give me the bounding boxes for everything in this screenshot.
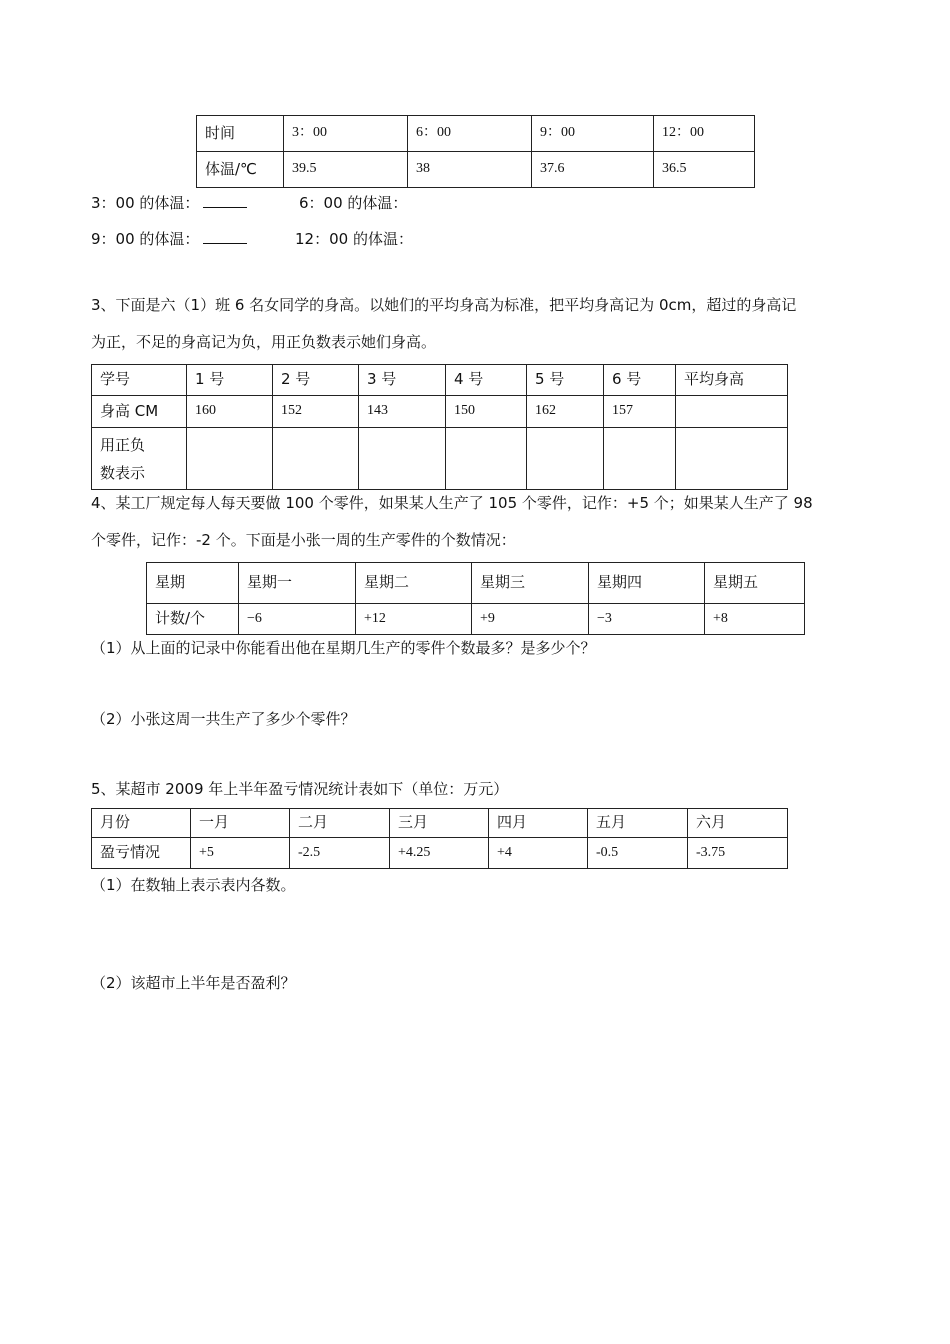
table-cell: 160 xyxy=(187,396,273,428)
question-5-sub-1: （1）在数轴上表示表内各数。 xyxy=(91,876,296,894)
fill-label: 12：00 的体温： xyxy=(295,230,413,248)
label-line: 用正负 xyxy=(100,435,146,454)
table-header-cell: 月份 xyxy=(92,809,191,838)
fill-blank-12 xyxy=(295,228,413,249)
table-header-cell: 平均身高 xyxy=(676,365,788,396)
table-cell: -3.75 xyxy=(688,838,788,869)
table-cell: +8 xyxy=(705,604,805,635)
table-cell: +12 xyxy=(356,604,472,635)
table-cell: +5 xyxy=(191,838,290,869)
table-header-cell: 二月 xyxy=(290,809,390,838)
question-line: 3、下面是六（1）班 6 名女同学的身高。以她们的平均身高为标准，把平均身高记为 0cm，超过的身高记 xyxy=(91,296,797,314)
production-table xyxy=(146,562,805,635)
table-header-cell: 四月 xyxy=(489,809,588,838)
table-cell: +4.25 xyxy=(390,838,489,869)
table-cell: 143 xyxy=(359,396,446,428)
table-header-cell: 1 号 xyxy=(187,365,273,396)
answer-blank[interactable] xyxy=(203,195,247,208)
table-cell: -2.5 xyxy=(290,838,390,869)
table-row-label xyxy=(92,428,187,490)
table-header-cell: 2 号 xyxy=(273,365,359,396)
table-row-label: 计数/个 xyxy=(147,604,239,635)
table-header-cell: 星期一 xyxy=(239,563,356,604)
table-header-cell: 12：00 xyxy=(654,116,755,152)
table-header-cell: 星期三 xyxy=(472,563,589,604)
table-header-cell: 9：00 xyxy=(532,116,654,152)
table-cell[interactable] xyxy=(676,396,788,428)
table-header-cell: 3 号 xyxy=(359,365,446,396)
table-header-cell: 一月 xyxy=(191,809,290,838)
table-cell: 38 xyxy=(408,152,532,188)
table-cell: −3 xyxy=(589,604,705,635)
question-5-sub-2: （2）该超市上半年是否盈利？ xyxy=(91,974,296,992)
table-cell: +9 xyxy=(472,604,589,635)
answer-cell[interactable] xyxy=(604,428,676,490)
answer-cell[interactable] xyxy=(359,428,446,490)
table-row-label: 身高 CM xyxy=(92,396,187,428)
question-4-text xyxy=(91,485,861,559)
table-header-cell: 五月 xyxy=(588,809,688,838)
table-cell: 150 xyxy=(446,396,527,428)
table-cell: 152 xyxy=(273,396,359,428)
fill-label: 3：00 的体温： xyxy=(91,194,200,212)
answer-cell[interactable] xyxy=(187,428,273,490)
table-header-cell: 星期二 xyxy=(356,563,472,604)
answer-cell[interactable] xyxy=(446,428,527,490)
table-header-cell: 6：00 xyxy=(408,116,532,152)
table-header-cell: 六月 xyxy=(688,809,788,838)
fill-label: 6：00 的体温： xyxy=(299,194,408,212)
table-header-cell: 星期四 xyxy=(589,563,705,604)
table-cell: 162 xyxy=(527,396,604,428)
question-line: 为正，不足的身高记为负，用正负数表示她们身高。 xyxy=(91,333,437,351)
temperature-table xyxy=(196,115,755,188)
table-header-cell: 5 号 xyxy=(527,365,604,396)
question-4-sub-1: （1）从上面的记录中你能看出他在星期几生产的零件个数最多？是多少个？ xyxy=(91,639,596,657)
table-cell: 157 xyxy=(604,396,676,428)
question-4-sub-2: （2）小张这周一共生产了多少个零件？ xyxy=(91,710,356,728)
table-header-cell: 6 号 xyxy=(604,365,676,396)
table-header-cell: 星期五 xyxy=(705,563,805,604)
table-header-cell: 3：00 xyxy=(284,116,408,152)
fill-blank-9 xyxy=(91,228,247,249)
question-5-text: 5、某超市 2009 年上半年盈亏情况统计表如下（单位：万元） xyxy=(91,780,509,798)
question-line: 4、某工厂规定每人每天要做 100 个零件，如果某人生产了 105 个零件，记作：+5 个；如果某人生产了 98 xyxy=(91,494,813,512)
answer-blank[interactable] xyxy=(203,231,247,244)
label-line: 数表示 xyxy=(100,463,146,482)
table-cell: −6 xyxy=(239,604,356,635)
question-3-text xyxy=(91,287,861,361)
answer-cell[interactable] xyxy=(273,428,359,490)
profit-table xyxy=(91,808,788,869)
table-cell: 37.6 xyxy=(532,152,654,188)
height-table xyxy=(91,364,788,490)
table-cell: 39.5 xyxy=(284,152,408,188)
fill-label: 9：00 的体温： xyxy=(91,230,200,248)
table-header-cell: 时间 xyxy=(197,116,284,152)
table-row-label: 体温/℃ xyxy=(197,152,284,188)
table-header-cell: 三月 xyxy=(390,809,489,838)
table-header-cell: 星期 xyxy=(147,563,239,604)
table-header-cell: 学号 xyxy=(92,365,187,396)
table-cell: -0.5 xyxy=(588,838,688,869)
question-line: 个零件，记作：-2 个。下面是小张一周的生产零件的个数情况： xyxy=(91,531,516,549)
table-cell: +4 xyxy=(489,838,588,869)
table-cell: 36.5 xyxy=(654,152,755,188)
table-row-label: 盈亏情况 xyxy=(92,838,191,869)
table-header-cell: 4 号 xyxy=(446,365,527,396)
answer-cell[interactable] xyxy=(676,428,788,490)
fill-blank-3 xyxy=(91,192,247,213)
answer-cell[interactable] xyxy=(527,428,604,490)
fill-blank-6 xyxy=(299,192,407,213)
